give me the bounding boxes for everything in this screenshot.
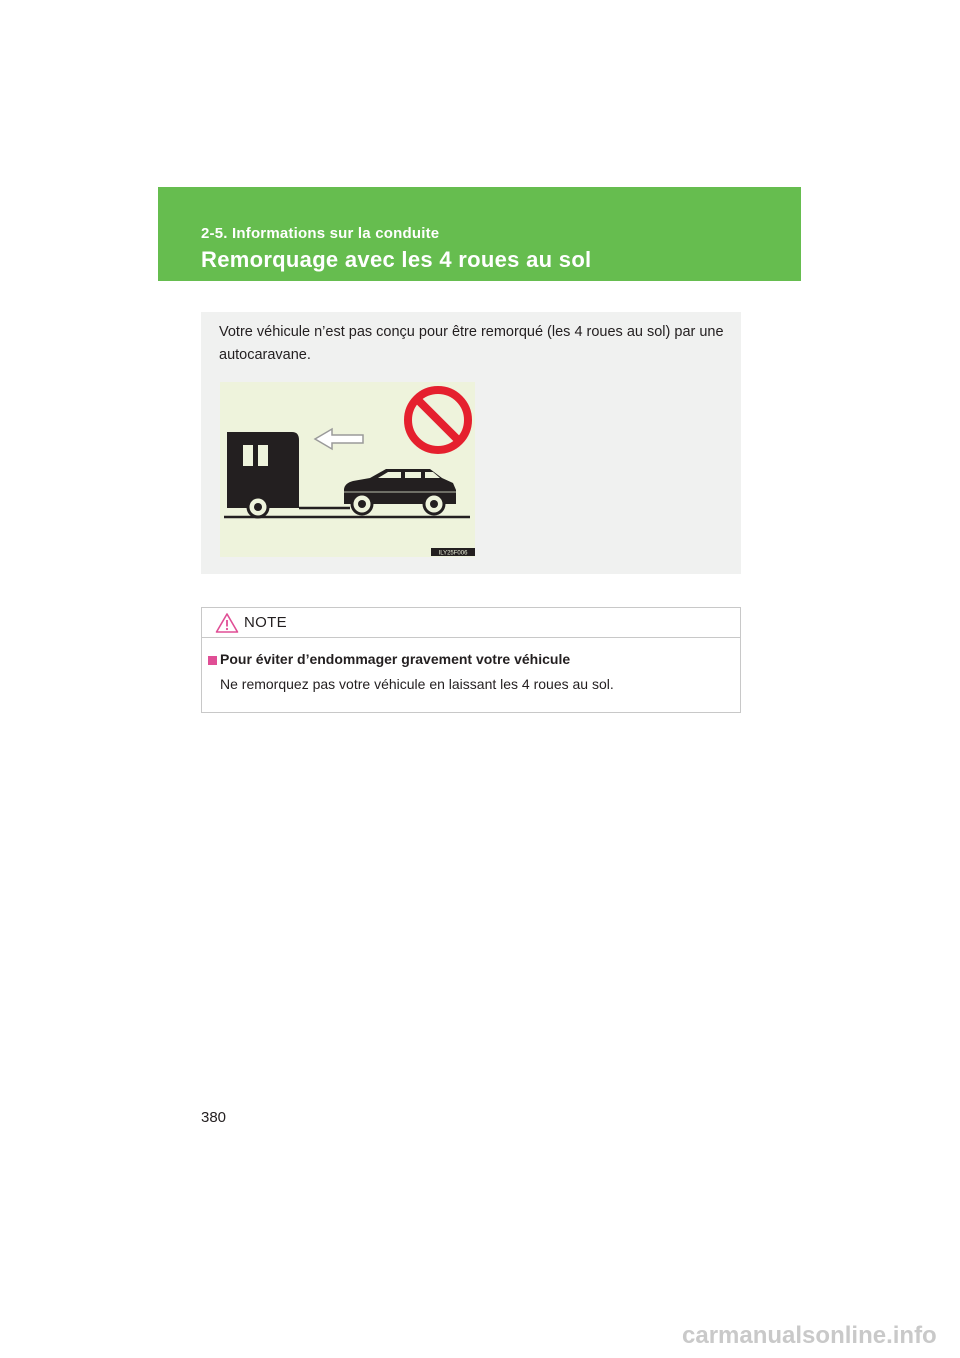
illustration-code: ILY25F006	[438, 550, 468, 557]
note-bullet	[208, 656, 217, 665]
note-body: Ne remorquez pas votre véhicule en laissant les 4 roues au sol.	[220, 676, 614, 692]
note-box	[201, 607, 741, 713]
towing-prohibited-image	[220, 382, 475, 557]
info-text: Votre véhicule n’est pas conçu pour être remorqué (les 4 roues au sol) par une autocaravane.	[219, 324, 724, 363]
page-title: Remorquage avec les 4 roues au sol	[201, 247, 592, 272]
note-heading: Pour éviter d’endommager gravement votre véhicule	[220, 651, 571, 667]
section-label: 2-5. Informations sur la conduite	[201, 225, 440, 242]
towing-illustration	[220, 382, 475, 557]
page-number: 380	[201, 1109, 227, 1126]
section-header	[158, 187, 801, 281]
watermark: carmanualsonline.info	[682, 1322, 937, 1349]
note-title: NOTE	[244, 614, 287, 631]
warning-icon	[215, 612, 239, 634]
note-header	[202, 608, 740, 638]
info-box	[201, 312, 741, 574]
